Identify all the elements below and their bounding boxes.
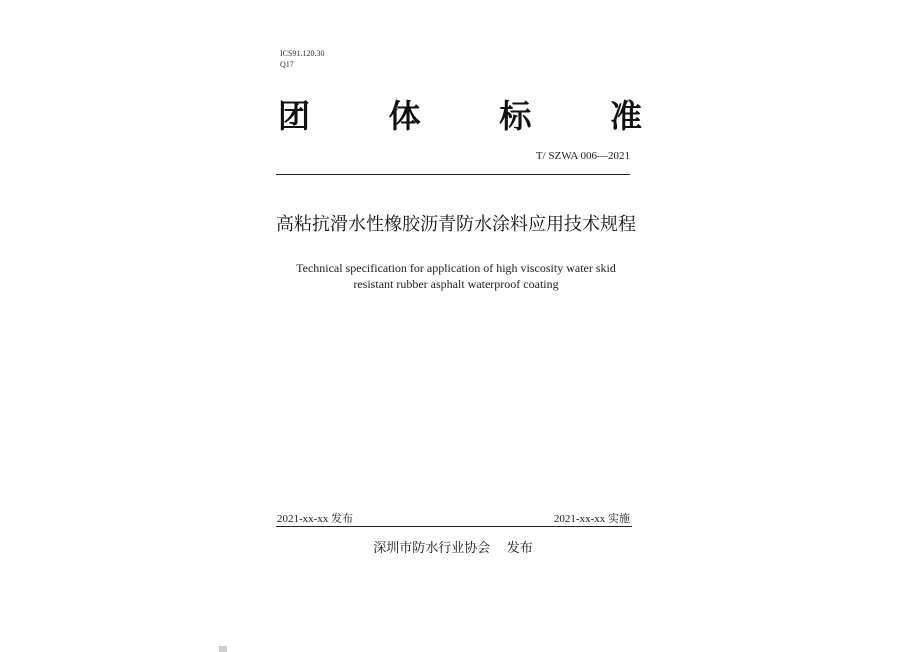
implementation-date-value: 2021-xx-xx: [553, 513, 606, 525]
publisher: [0, 539, 900, 559]
footer-divider: [276, 526, 632, 527]
issue-date-label: 发布: [331, 512, 354, 525]
standard-number: T/ SZWA 006—2021: [535, 150, 630, 162]
standard-type-heading: [278, 96, 642, 136]
scan-artifact: [219, 646, 227, 652]
publisher-label: 发布: [506, 541, 533, 556]
ccs-code: Q17: [280, 60, 294, 69]
standard-type-char: 体: [388, 97, 421, 135]
header-divider: [276, 174, 630, 175]
title-english-line-2: resistant rubber asphalt waterproof coating: [353, 277, 559, 291]
implementation-date: [554, 510, 630, 526]
publisher-organization: 深圳市防水行业协会: [373, 541, 491, 556]
standard-type-char: 标: [499, 97, 532, 135]
standard-type-char: 团: [278, 97, 311, 135]
implementation-date-label: 实施: [608, 512, 630, 525]
ics-code: ICS91.120.30: [280, 49, 325, 58]
title-english-line-1: Technical specification for application of high viscosity water skid: [296, 261, 616, 275]
classification-codes: [280, 48, 324, 70]
issue-date-value: 2021-xx-xx: [277, 513, 329, 525]
title-chinese: 高粘抗滑水性橡胶沥青防水涂料应用技术规程: [276, 214, 636, 235]
issue-date: [277, 510, 353, 526]
title-english: [0, 260, 900, 292]
standard-type-char: 准: [609, 97, 642, 135]
